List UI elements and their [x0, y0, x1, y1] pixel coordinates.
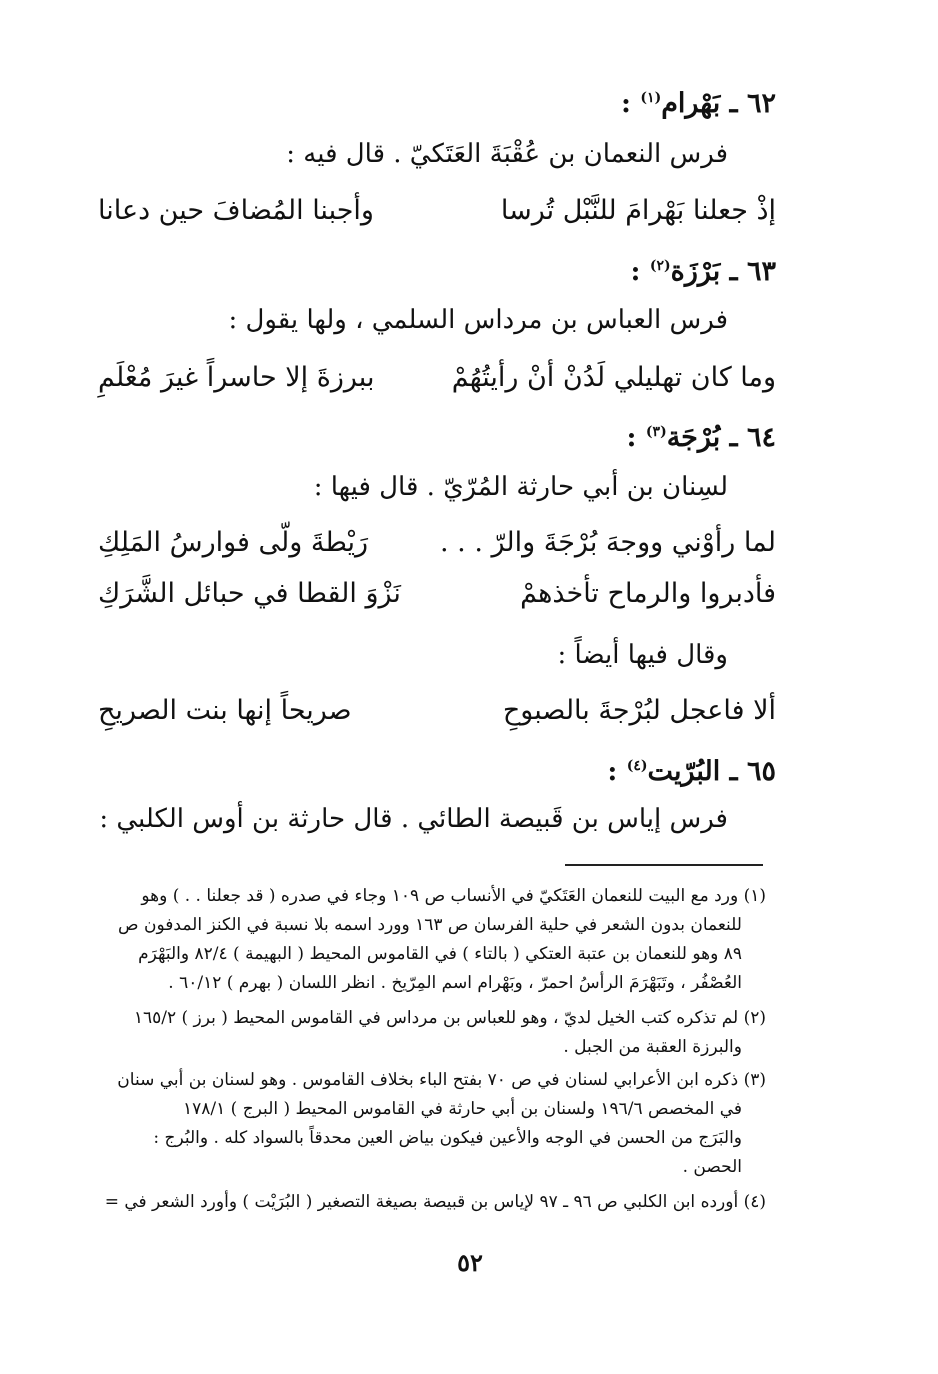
entry-heading	[607, 756, 776, 787]
colon: :	[621, 88, 641, 119]
verse-first-hemistich: وما كان تهليلي لَدُنْ أنْ رأيتُهُمْ	[451, 362, 776, 393]
verse-line	[0, 195, 938, 235]
colon: :	[626, 422, 646, 453]
colon: :	[630, 256, 650, 287]
footnote-line: الحصن .	[682, 1157, 742, 1177]
colon: :	[607, 756, 627, 787]
verse-first-hemistich: فأدبروا والرماح تأخذهمْ	[520, 578, 776, 609]
footnote-line: (٢) لم تذكره كتب الخيل لديّ ، وهو للعباس بن مرداس في القاموس المحيط ( برز ) ١٦٥/٢	[133, 1008, 766, 1028]
footnote-ref: (٢)	[649, 258, 671, 274]
footnote-ref: (٤)	[626, 758, 648, 774]
entry-heading	[631, 256, 776, 287]
footnote-line: للنعمان بدون الشعر في حلية الفرسان ص ١٦٣ وورد اسمه بلا نسبة في الكنز المدفون ص	[118, 915, 742, 935]
footnote-ref: (٣)	[645, 424, 667, 440]
entry-title: ٦٢ ـ بَهْرام	[661, 88, 776, 119]
footnote-line: (٣) ذكره ابن الأعرابي لسنان في ص ٧٠ بفتح الباء بخلاف القاموس . وهو لسنان بن أبي سنان	[117, 1070, 766, 1090]
verse-second-hemistich: ببرزةَ إلا حاسراً غيرَ مُعْلَمِ	[98, 362, 375, 393]
footnote-line: (١) ورد مع البيت للنعمان العَتَكيّ في الأنساب ص ١٠٩ وجاء في صدره ( قد جعلنا . . ) وهو	[141, 886, 766, 906]
verse-second-hemistich: رَيْطةَ ولّى فوارسُ المَلِكِ	[98, 527, 369, 558]
entry-intro: لسِنان بن أبي حارثة المُرّيّ . قال فيها :	[313, 472, 728, 502]
verse-line	[0, 527, 938, 567]
verse-line	[0, 695, 938, 735]
footnote-line: ٨٩ وهو للنعمان بن عتبة العتكي ( بالتاء ) في القاموس المحيط ( البهيمة ) ٨٢/٤ والبَهْرَم	[138, 944, 742, 964]
verse-second-hemistich: صريحاً إنها بنت الصريحِ	[98, 695, 352, 726]
footnote-line: العُصْفُر ، وتَبَهْرَمَ الرأسُ احمرّ ، وبَهْرام اسم المِرّيخ . انظر اللسان ( بهرم ) ٦٠/١٢ .	[168, 973, 742, 993]
footnote-separator	[565, 864, 763, 866]
verse-second-hemistich: نَزْوَ القطا في حبائل الشَّرَكِ	[98, 578, 401, 609]
entry-intro: فرس النعمان بن عُقْبَةَ العَتَكيّ . قال فيه :	[286, 139, 728, 169]
verse-line	[0, 578, 938, 618]
entry-title: ٦٤ ـ بُرْجَة	[666, 422, 776, 453]
footnote-line: والبرزة العقبة من الجبل .	[563, 1037, 742, 1057]
footnote-line: والبَرَج من الحسن في الوجه والأعين فيكون بياض العين محدقاً بالسواد كله . والبُرج :	[153, 1128, 742, 1148]
entry-intro: فرس العباس بن مرداس السلمي ، ولها يقول :	[228, 305, 728, 335]
entry-title: ٦٣ ـ بَرْزَة	[670, 256, 776, 287]
verse-line	[0, 362, 938, 402]
page-number: ٥٢	[457, 1248, 483, 1277]
entry-intro: وقال فيها أيضاً :	[557, 640, 728, 670]
footnote-line: في المخصص ١٩٦/٦ ولسنان بن أبي حارثة في القاموس المحيط ( البرج ) ١٧٨/١	[183, 1099, 742, 1119]
verse-first-hemistich: إذْ جعلنا بَهْرامَ للنَّبْل تُرسا	[500, 195, 776, 226]
footnote-line: (٤) أورده ابن الكلبي ص ٩٦ ـ ٩٧ لإياس بن قبيصة بصيغة التصغير ( البُرَيْت ) وأورد الشعر في =	[104, 1192, 766, 1212]
verse-second-hemistich: وأجبنا المُضافَ حين دعانا	[98, 195, 374, 226]
entry-heading	[627, 422, 776, 453]
footnote-ref: (١)	[640, 90, 662, 106]
entry-intro: فرس إياس بن قَبيصة الطائي . قال حارثة بن أوس الكلبي :	[99, 804, 728, 834]
verse-first-hemistich: لما رأوْني ووجهَ بُرْجَةَ والرّ . . .	[440, 527, 776, 558]
verse-first-hemistich: ألا فاعجل لبُرْجةَ بالصبوحِ	[502, 695, 776, 726]
entry-title: ٦٥ ـ البُرّيت	[647, 756, 776, 787]
entry-heading	[621, 88, 776, 119]
